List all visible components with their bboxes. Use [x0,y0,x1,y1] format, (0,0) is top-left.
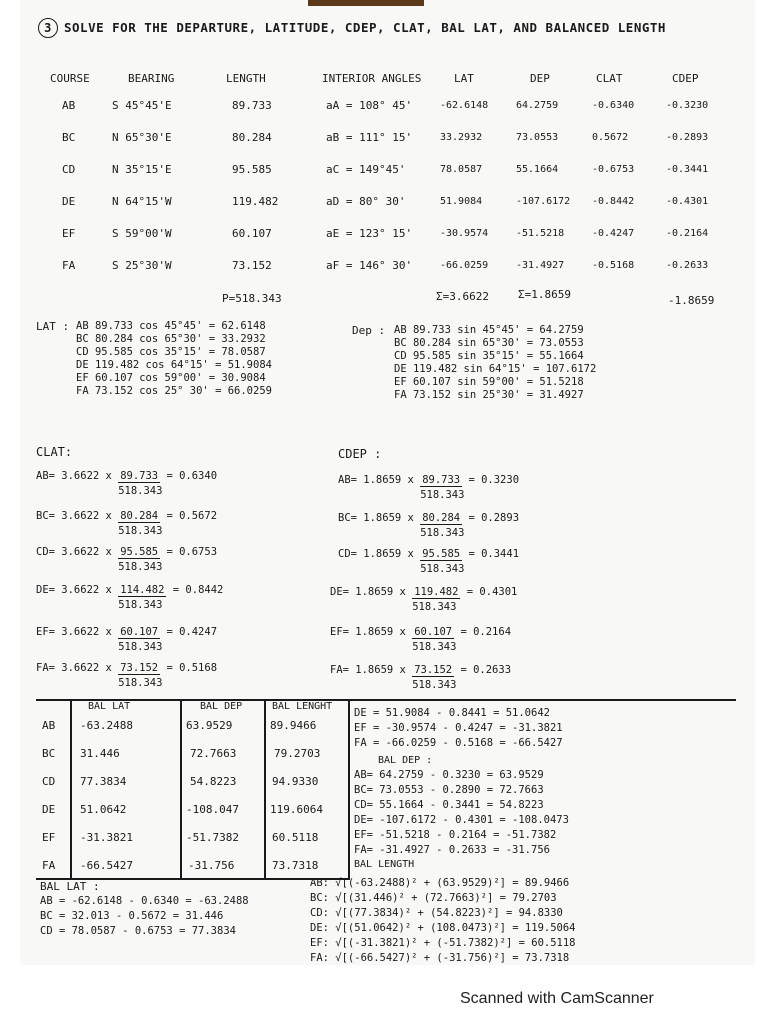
cdep-result: = 0.2164 [460,626,512,638]
balanced-table [36,700,350,879]
clat-lhs: FA= 3.6622 x [36,662,112,674]
table-row [36,767,350,797]
lat-equation: FA 73.152 cos 25° 30' = 66.0259 [76,385,272,397]
header-length: LENGTH [226,72,266,85]
lat-column [440,98,488,290]
bearing-cell: S 25°30'W [112,259,172,272]
cdep-equation [330,664,512,691]
table-course: DE [42,803,56,816]
bal-length-equation: DE: √[(51.0642)² + (108.0473)²] = 119.5064 [310,922,576,934]
table-course: BC [42,747,56,760]
table-bal-dep: 63.9529 [186,719,233,732]
clat-cell: -0.4247 [592,228,635,239]
bearing-cell: N 35°15'E [112,163,172,176]
clat-cell: -0.6340 [592,100,635,111]
length-column [232,98,278,290]
table-bal-length: 79.2703 [274,747,321,760]
dep-cell: 73.0553 [516,132,559,143]
clat-equation [36,510,218,537]
header-interior-angles: INTERIOR ANGLES [322,72,422,85]
bal-dep-equations [354,768,569,858]
clat-cell: 0.5672 [592,132,629,143]
perimeter-total: P=518.343 [222,292,282,305]
cdep-numerator: 73.152 [414,664,453,676]
table-bal-length: 89.9466 [270,719,317,732]
header-dep: DEP [530,72,550,85]
cdep-numerator: 95.585 [422,548,461,560]
angles-column [326,98,412,290]
table-header-bal-dep: BAL DEP [200,701,243,712]
length-cell: 89.733 [232,99,272,112]
bal-dep-equation: CD= 55.1664 - 0.3441 = 54.8223 [354,799,544,811]
clat-lhs: BC= 3.6622 x [36,510,112,522]
table-course: FA [42,859,56,872]
problem-title [38,18,666,38]
table-header-bal-length: BAL LENGHT [272,701,333,712]
table-row [36,739,350,769]
dep-cell: 55.1664 [516,164,559,175]
dep-cell: -31.4927 [516,260,565,271]
cdep-result: = 0.4301 [466,586,518,598]
lat-cell: 33.2932 [440,132,483,143]
table-bal-dep: -31.756 [188,859,235,872]
dep-equation: BC 80.284 sin 65°30' = 73.0553 [394,337,584,349]
cdep-result: = 0.3230 [468,474,520,486]
cdep-result: = 0.3441 [468,548,520,560]
cdep-numerator: 119.482 [414,586,459,598]
bal-lat-label: BAL LAT : [40,880,100,893]
course-cell: AB [62,99,76,112]
bal-dep-equation: FA= -31.4927 - 0.2633 = -31.756 [354,844,550,856]
bal-lat-equation: FA = -66.0259 - 0.5168 = -66.5427 [354,737,563,749]
header-lat: LAT [454,72,474,85]
table-bal-dep: -51.7382 [186,831,239,844]
bal-lat-equations [40,894,249,939]
clat-result: = 0.6340 [166,470,218,482]
clat-denominator: 518.343 [118,561,163,573]
clat-lhs: EF= 3.6622 x [36,626,112,638]
clat-cell: -0.8442 [592,196,635,207]
bal-length-equation: BC: √[(31.446)² + (72.7663)²] = 79.2703 [310,892,557,904]
clat-result: = 0.5168 [166,662,218,674]
sum-dep: Σ=1.8659 [518,288,571,301]
table-bal-lat: -31.3821 [80,831,133,844]
cdep-cell: -0.2633 [666,260,709,271]
length-cell: 60.107 [232,227,272,240]
lat-cell: 51.9084 [440,196,483,207]
lat-cell: -62.6148 [440,100,489,111]
clat-numerator: 80.284 [120,510,159,522]
angle-cell: aD = 80° 30' [326,195,406,208]
clat-column [592,98,634,290]
dep-label: Dep : [352,324,386,337]
cdep-lhs: BC= 1.8659 x [338,512,414,524]
cdep-lhs: AB= 1.8659 x [338,474,414,486]
bearing-cell: S 45°45'E [112,99,172,112]
clat-equation [36,546,218,573]
cdep-equation [330,586,518,613]
cdep-cell: -0.3441 [666,164,709,175]
bearing-cell: N 64°15'W [112,195,172,208]
table-course: AB [42,719,56,732]
angle-cell: aF = 146° 30' [326,259,413,272]
lat-equation: DE 119.482 cos 64°15' = 51.9084 [76,359,272,371]
bal-dep-equation: AB= 64.2759 - 0.3230 = 63.9529 [354,769,544,781]
clat-denominator: 518.343 [118,641,163,653]
cdep-label: CDEP : [338,447,382,461]
dep-cell: -51.5218 [516,228,565,239]
clat-result: = 0.4247 [166,626,218,638]
bal-length-label: BAL LENGTH [354,859,415,870]
cdep-denominator: 518.343 [412,601,457,613]
length-cell: 80.284 [232,131,272,144]
table-bal-dep: 54.8223 [190,775,237,788]
cdep-denominator: 518.343 [412,679,457,691]
lat-equation: AB 89.733 cos 45°45' = 62.6148 [76,320,266,332]
bal-dep-equation: DE= -107.6172 - 0.4301 = -108.0473 [354,814,569,826]
table-bal-lat: -63.2488 [80,719,133,732]
dep-equation: FA 73.152 sin 25°30' = 31.4927 [394,389,584,401]
lat-equations [76,320,272,398]
clat-result: = 0.6753 [166,546,218,558]
cdep-numerator: 60.107 [414,626,453,638]
dep-cell: -107.6172 [516,196,571,207]
table-bal-lat: 51.0642 [80,803,127,816]
cdep-lhs: CD= 1.8659 x [338,548,414,560]
table-row [36,711,350,741]
table-row [36,823,350,853]
cdep-denominator: 518.343 [420,563,465,575]
clat-equation [36,626,218,653]
clat-lhs: DE= 3.6622 x [36,584,112,596]
dep-equation: DE 119.482 sin 64°15' = 107.6172 [394,363,597,375]
angle-cell: aB = 111° 15' [326,131,413,144]
clat-numerator: 60.107 [120,626,159,638]
clat-lhs: CD= 3.6622 x [36,546,112,558]
table-bal-lat: -66.5427 [80,859,133,872]
cdep-numerator: 89.733 [422,474,461,486]
bal-lat-equation: EF = -30.9574 - 0.4247 = -31.3821 [354,722,563,734]
bearing-cell: S 59°00'W [112,227,172,240]
bal-length-equation: EF: √[(-31.3821)² + (-51.7382)²] = 60.5118 [310,937,576,949]
camscanner-watermark: Scanned with CamScanner [460,990,654,1007]
clat-cell: -0.5168 [592,260,635,271]
table-header-bal-lat: BAL LAT [88,701,131,712]
cdep-result: = 0.2633 [460,664,512,676]
table-bal-dep: -108.047 [186,803,239,816]
header-bearing: BEARING [128,72,175,85]
dep-cell: 64.2759 [516,100,559,111]
bal-dep-equation: EF= -51.5218 - 0.2164 = -51.7382 [354,829,557,841]
bal-length-equation: CD: √[(77.3834)² + (54.8223)²] = 94.8330 [310,907,563,919]
clat-label: CLAT: [36,445,73,459]
course-cell: DE [62,195,76,208]
dep-equation: AB 89.733 sin 45°45' = 64.2759 [394,324,584,336]
bearing-column [112,98,172,290]
clat-cell: -0.6753 [592,164,635,175]
cdep-total: -1.8659 [668,294,715,307]
cdep-cell: -0.2893 [666,132,709,143]
clat-result: = 0.8442 [172,584,224,596]
course-column [62,98,75,290]
bal-length-equations [310,876,576,966]
bal-lat-equation: CD = 78.0587 - 0.6753 = 77.3834 [40,925,236,937]
lat-cell: 78.0587 [440,164,483,175]
bal-length-equation: AB: √[(-63.2488)² + (63.9529)²] = 89.9466 [310,877,570,889]
table-bal-length: 60.5118 [272,831,319,844]
table-course: EF [42,831,56,844]
lat-equation: CD 95.585 cos 35°15' = 78.0587 [76,346,266,358]
clat-denominator: 518.343 [118,677,163,689]
cdep-equation [338,474,520,501]
header-cdep: CDEP [672,72,699,85]
bal-lat-equation: AB = -62.6148 - 0.6340 = -63.2488 [40,895,249,907]
cdep-lhs: DE= 1.8659 x [330,586,406,598]
cdep-equation [338,512,520,539]
clat-denominator: 518.343 [118,599,163,611]
table-bal-lat: 31.446 [80,747,120,760]
lat-label: LAT : [36,320,70,333]
clat-equation [36,584,224,611]
table-bal-length: 94.9330 [272,775,319,788]
clat-numerator: 114.482 [120,584,165,596]
cdep-column [666,98,708,290]
course-cell: CD [62,163,76,176]
clat-numerator: 89.733 [120,470,159,482]
bal-lat-equation: DE = 51.9084 - 0.8441 = 51.0642 [354,707,550,719]
clat-numerator: 73.152 [120,662,159,674]
bal-lat-continued [354,706,563,751]
lat-cell: -30.9574 [440,228,489,239]
table-row [36,851,350,881]
bal-dep-label: BAL DEP : [378,755,433,766]
dep-equation: EF 60.107 sin 59°00' = 51.5218 [394,376,584,388]
table-row [36,795,350,825]
problem-number: 3 [38,18,58,38]
dep-column [516,98,570,290]
bal-lat-equation: BC = 32.013 - 0.5672 = 31.446 [40,910,224,922]
table-bal-dep: 72.7663 [190,747,237,760]
cdep-equation [330,626,512,653]
table-course: CD [42,775,56,788]
angle-cell: aA = 108° 45' [326,99,413,112]
problem-title-text: SOLVE FOR THE DEPARTURE, LATITUDE, CDEP, CLAT, BAL LAT, AND BALANCED LENGTH [64,20,666,35]
clat-lhs: AB= 3.6622 x [36,470,112,482]
table-bal-length: 73.7318 [272,859,319,872]
angle-cell: aE = 123° 15' [326,227,413,240]
header-course: COURSE [50,72,90,85]
lat-cell: -66.0259 [440,260,489,271]
bal-dep-equation: BC= 73.0553 - 0.2890 = 72.7663 [354,784,544,796]
length-cell: 95.585 [232,163,272,176]
cdep-numerator: 80.284 [422,512,461,524]
clat-equation [36,662,218,689]
length-cell: 119.482 [232,195,279,208]
clat-result: = 0.5672 [166,510,218,522]
bearing-cell: N 65°30'E [112,131,172,144]
cdep-lhs: FA= 1.8659 x [330,664,406,676]
table-bal-lat: 77.3834 [80,775,127,788]
clat-denominator: 518.343 [118,525,163,537]
cdep-equation [338,548,520,575]
dep-equations [394,324,596,402]
clat-denominator: 518.343 [118,485,163,497]
cdep-cell: -0.2164 [666,228,709,239]
tape-strip [308,0,424,6]
bal-length-equation: FA: √[(-66.5427)² + (-31.756)²] = 73.7318 [310,952,570,964]
clat-equation [36,470,218,497]
header-clat: CLAT [596,72,623,85]
length-cell: 73.152 [232,259,272,272]
cdep-cell: -0.3230 [666,100,709,111]
cdep-cell: -0.4301 [666,196,709,207]
course-cell: BC [62,131,76,144]
lat-equation: EF 60.107 cos 59°00' = 30.9084 [76,372,266,384]
course-cell: EF [62,227,76,240]
lat-equation: BC 80.284 cos 65°30' = 33.2932 [76,333,266,345]
cdep-denominator: 518.343 [420,527,465,539]
clat-numerator: 95.585 [120,546,159,558]
sum-lat: Σ=3.6622 [436,290,489,303]
cdep-denominator: 518.343 [412,641,457,653]
cdep-lhs: EF= 1.8659 x [330,626,406,638]
table-bal-length: 119.6064 [270,803,323,816]
dep-equation: CD 95.585 sin 35°15' = 55.1664 [394,350,584,362]
angle-cell: aC = 149°45' [326,163,406,176]
cdep-denominator: 518.343 [420,489,465,501]
cdep-result: = 0.2893 [468,512,520,524]
course-cell: FA [62,259,76,272]
